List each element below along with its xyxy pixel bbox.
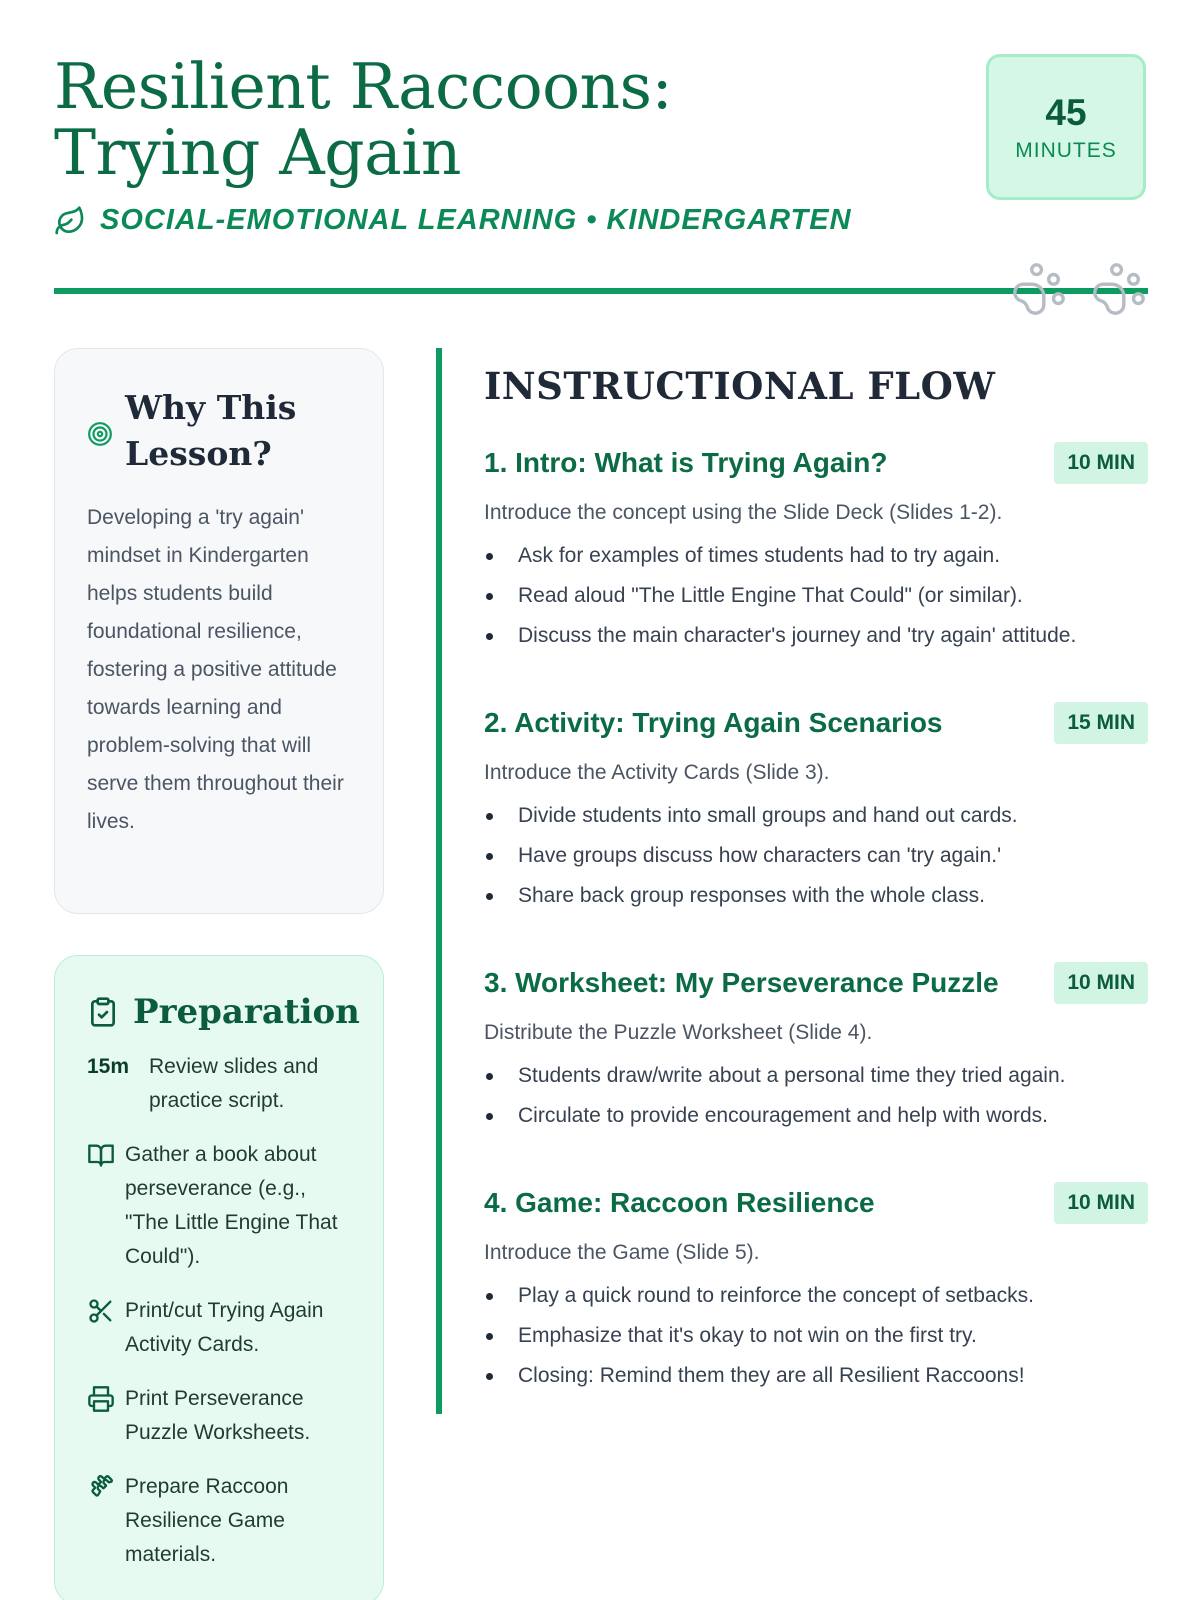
subject-line [54, 204, 852, 237]
flow-step [484, 960, 1148, 1136]
prep-item [87, 1470, 355, 1572]
preparation-card [54, 955, 384, 1600]
duration-number: 45 [1045, 92, 1087, 133]
instructional-flow [484, 364, 1148, 1387]
prep-item-text: Print/cut Trying Again Activity Cards. [125, 1299, 324, 1356]
step-bullets [484, 796, 1148, 916]
preparation-list [87, 1050, 355, 1572]
scissors-icon [87, 1297, 115, 1325]
list-item: Divide students into small groups and hand out cards. [484, 796, 1148, 836]
page-title: Resilient Raccoons: Trying Again [54, 50, 673, 189]
duration-badge: 10 MIN [1054, 1182, 1148, 1224]
duration-badge: 10 MIN [1054, 442, 1148, 484]
list-item: Have groups discuss how characters can 'try again.' [484, 836, 1148, 876]
list-item: Read aloud "The Little Engine That Could" (or similar). [484, 576, 1148, 616]
header-divider [54, 288, 1148, 294]
list-item: Play a quick round to reinforce the concept of setbacks. [484, 1276, 1148, 1316]
why-title: Why This Lesson? [125, 388, 297, 473]
step-intro: Introduce the Activity Cards (Slide 3). [484, 761, 830, 784]
duration-box [986, 54, 1146, 200]
column-divider [436, 348, 442, 1414]
step-intro: Introduce the concept using the Slide Deck (Slides 1-2). [484, 501, 1003, 524]
preparation-title: Preparation [133, 992, 360, 1032]
prep-item [87, 1294, 355, 1362]
list-item: Closing: Remind them they are all Resilient Raccoons! [484, 1356, 1148, 1396]
prep-time-label: 15m [87, 1055, 130, 1078]
prep-item-text: Prepare Raccoon Resilience Game materials. [125, 1475, 289, 1566]
prep-item [87, 1138, 355, 1274]
step-bullets [484, 1276, 1148, 1396]
target-icon [87, 421, 113, 447]
step-intro: Distribute the Puzzle Worksheet (Slide 4). [484, 1021, 873, 1044]
prep-item [87, 1050, 355, 1118]
prep-item-text: Print Perseverance Puzzle Worksheets. [125, 1387, 311, 1444]
step-title: 1. Intro: What is Trying Again? [484, 447, 888, 478]
leaf-icon [54, 205, 86, 237]
duration-badge: 10 MIN [1054, 962, 1148, 1004]
prep-item [87, 1382, 355, 1450]
list-item: Students draw/write about a personal time they tried again. [484, 1056, 1148, 1096]
prep-item-text: Gather a book about perseverance (e.g., "The Little Engine That Could"). [125, 1143, 338, 1268]
step-title: 4. Game: Raccoon Resilience [484, 1187, 875, 1218]
subject-grade: SOCIAL-EMOTIONAL LEARNING • KINDERGARTEN [100, 204, 852, 236]
list-item: Circulate to provide encouragement and help with words. [484, 1096, 1148, 1136]
duration-badge: 15 MIN [1054, 702, 1148, 744]
puzzle-icon [87, 1473, 115, 1501]
step-intro: Introduce the Game (Slide 5). [484, 1241, 760, 1264]
step-bullets [484, 536, 1148, 656]
paw-print-icon [1010, 260, 1068, 318]
step-bullets [484, 1056, 1148, 1136]
flow-step [484, 700, 1148, 916]
paw-print-icon [1090, 260, 1148, 318]
list-item: Share back group responses with the whole class. [484, 876, 1148, 916]
why-body: Developing a 'try again' mindset in Kindergarten helps students build foundational resilience, fostering a positive attitude towards learning and problem-solving that will serve them throughout their lives. [87, 506, 344, 833]
list-item: Discuss the main character's journey and 'try again' attitude. [484, 616, 1148, 656]
duration-unit: MINUTES [1015, 139, 1117, 162]
flow-title: INSTRUCTIONAL FLOW [484, 364, 996, 408]
list-item: Ask for examples of times students had to try again. [484, 536, 1148, 576]
why-this-lesson-card [54, 348, 384, 914]
printer-icon [87, 1385, 115, 1413]
step-title: 2. Activity: Trying Again Scenarios [484, 707, 943, 738]
book-icon [87, 1141, 115, 1169]
flow-step [484, 1180, 1148, 1396]
prep-item-text: Review slides and practice script. [149, 1055, 319, 1112]
list-item: Emphasize that it's okay to not win on the first try. [484, 1316, 1148, 1356]
step-title: 3. Worksheet: My Perseverance Puzzle [484, 967, 999, 998]
clipboard-check-icon [87, 996, 119, 1028]
flow-step [484, 440, 1148, 656]
